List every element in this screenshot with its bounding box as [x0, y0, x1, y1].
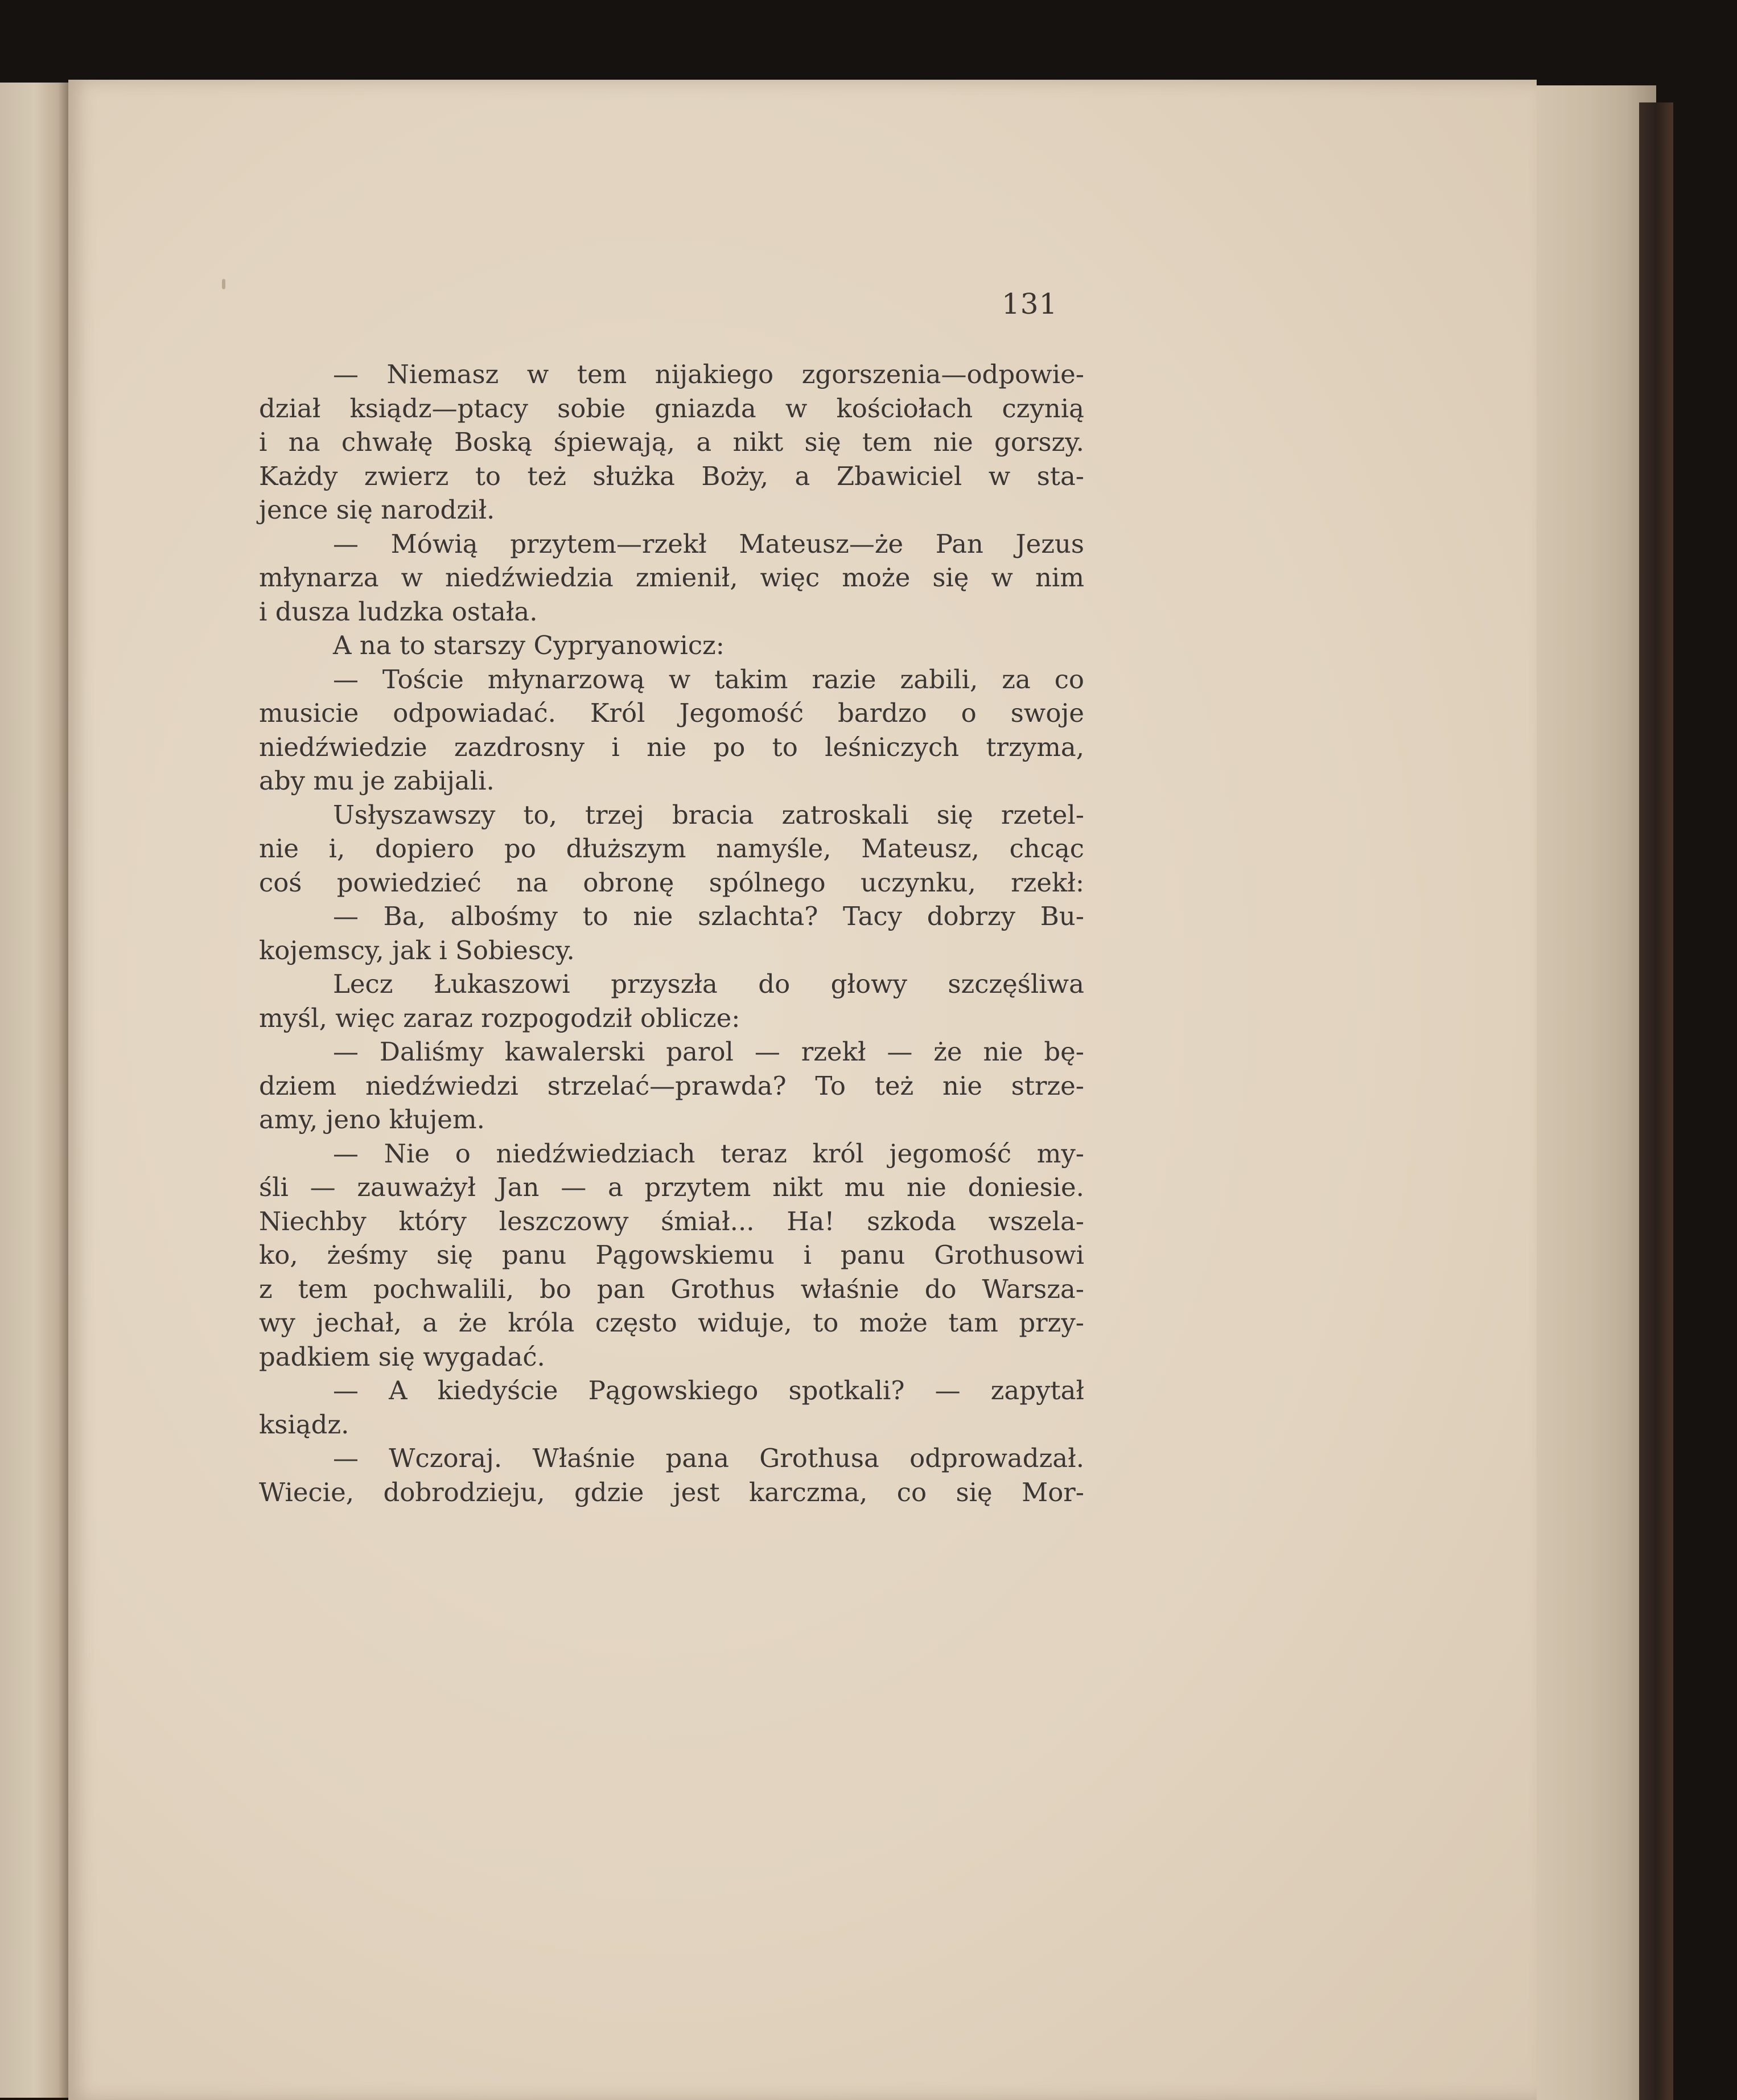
text-line: Każdy zwierz to też służka Boży, a Zbawiciel w sta-	[259, 461, 1084, 491]
text-line: padkiem się wygadać.	[259, 1341, 545, 1372]
text-line: — Wczoraj. Właśnie pana Grothusa odprowadzał.	[333, 1443, 1084, 1473]
text-line: A na to starszy Cypryanowicz:	[333, 630, 725, 660]
text-line: młynarza w niedźwiedzia zmienił, więc może się w nim	[259, 562, 1084, 593]
text-line: jence się narodził.	[259, 495, 495, 525]
text-line: wy jechał, a że króla często widuje, to może tam przy-	[259, 1308, 1084, 1338]
book-cover-edge	[1639, 102, 1673, 2100]
page-block-edge	[1537, 85, 1656, 2100]
text-line: ko, żeśmy się panu Pągowskiemu i panu Grothusowi	[259, 1240, 1084, 1270]
text-line: amy, jeno kłujem.	[259, 1104, 485, 1135]
text-line: niedźwiedzie zazdrosny i nie po to leśniczych trzyma,	[259, 731, 1084, 762]
text-line: — Mówią przytem—rzekł Mateusz—że Pan Jezus	[333, 528, 1084, 559]
body-text	[259, 357, 1084, 1509]
text-line: nie i, dopiero po dłuższym namyśle, Mateusz, chcąc	[259, 833, 1084, 864]
text-line: ksiądz.	[259, 1409, 349, 1440]
text-line: — Nie o niedźwiedziach teraz król jegomość my-	[333, 1138, 1084, 1169]
text-line: aby mu je zabijali.	[259, 766, 495, 796]
text-line: — Toście młynarzową w takim razie zabili, za co	[333, 664, 1084, 694]
previous-page-edge	[0, 83, 68, 2098]
text-line: dziem niedźwiedzi strzelać—prawda? To też nie strze-	[259, 1070, 1084, 1101]
page-number: 131	[1002, 287, 1058, 320]
text-line: — Ba, albośmy to nie szlachta? Tacy dobrzy Bu-	[333, 901, 1084, 931]
text-line: z tem pochwalili, bo pan Grothus właśnie do Warsza-	[259, 1273, 1084, 1304]
text-line: — Niemasz w tem nijakiego zgorszenia—odpowie-	[333, 359, 1084, 389]
text-line: myśl, więc zaraz rozpogodził oblicze:	[259, 1002, 740, 1033]
text-line: i na chwałę Boską śpiewają, a nikt się tem nie gorszy.	[259, 427, 1084, 457]
text-line: musicie odpowiadać. Król Jegomość bardzo o swoje	[259, 698, 1084, 728]
text-line: coś powiedzieć na obronę spólnego uczynku, rzekł:	[259, 867, 1084, 898]
text-line: śli — zauważył Jan — a przytem nikt mu nie doniesie.	[259, 1172, 1084, 1202]
text-line: — A kiedyście Pągowskiego spotkali? — zapytał	[333, 1375, 1084, 1406]
text-line: Wiecie, dobrodzieju, gdzie jest karczma, co się Mor-	[259, 1477, 1084, 1507]
text-line: — Daliśmy kawalerski parol — rzekł — że nie bę-	[333, 1037, 1084, 1067]
text-line: dział ksiądz—ptacy sobie gniazda w kościołach czynią	[259, 393, 1084, 424]
text-line: Lecz Łukaszowi przyszła do głowy szczęśliwa	[333, 969, 1084, 999]
text-line: Usłyszawszy to, trzej bracia zatroskali się rzetel-	[333, 799, 1084, 830]
text-line: Niechby który leszczowy śmiał... Ha! szkoda wszela-	[259, 1206, 1084, 1236]
paper-spot	[222, 279, 225, 289]
text-line: i dusza ludzka ostała.	[259, 596, 538, 627]
text-line: kojemscy, jak i Sobiescy.	[259, 935, 575, 965]
